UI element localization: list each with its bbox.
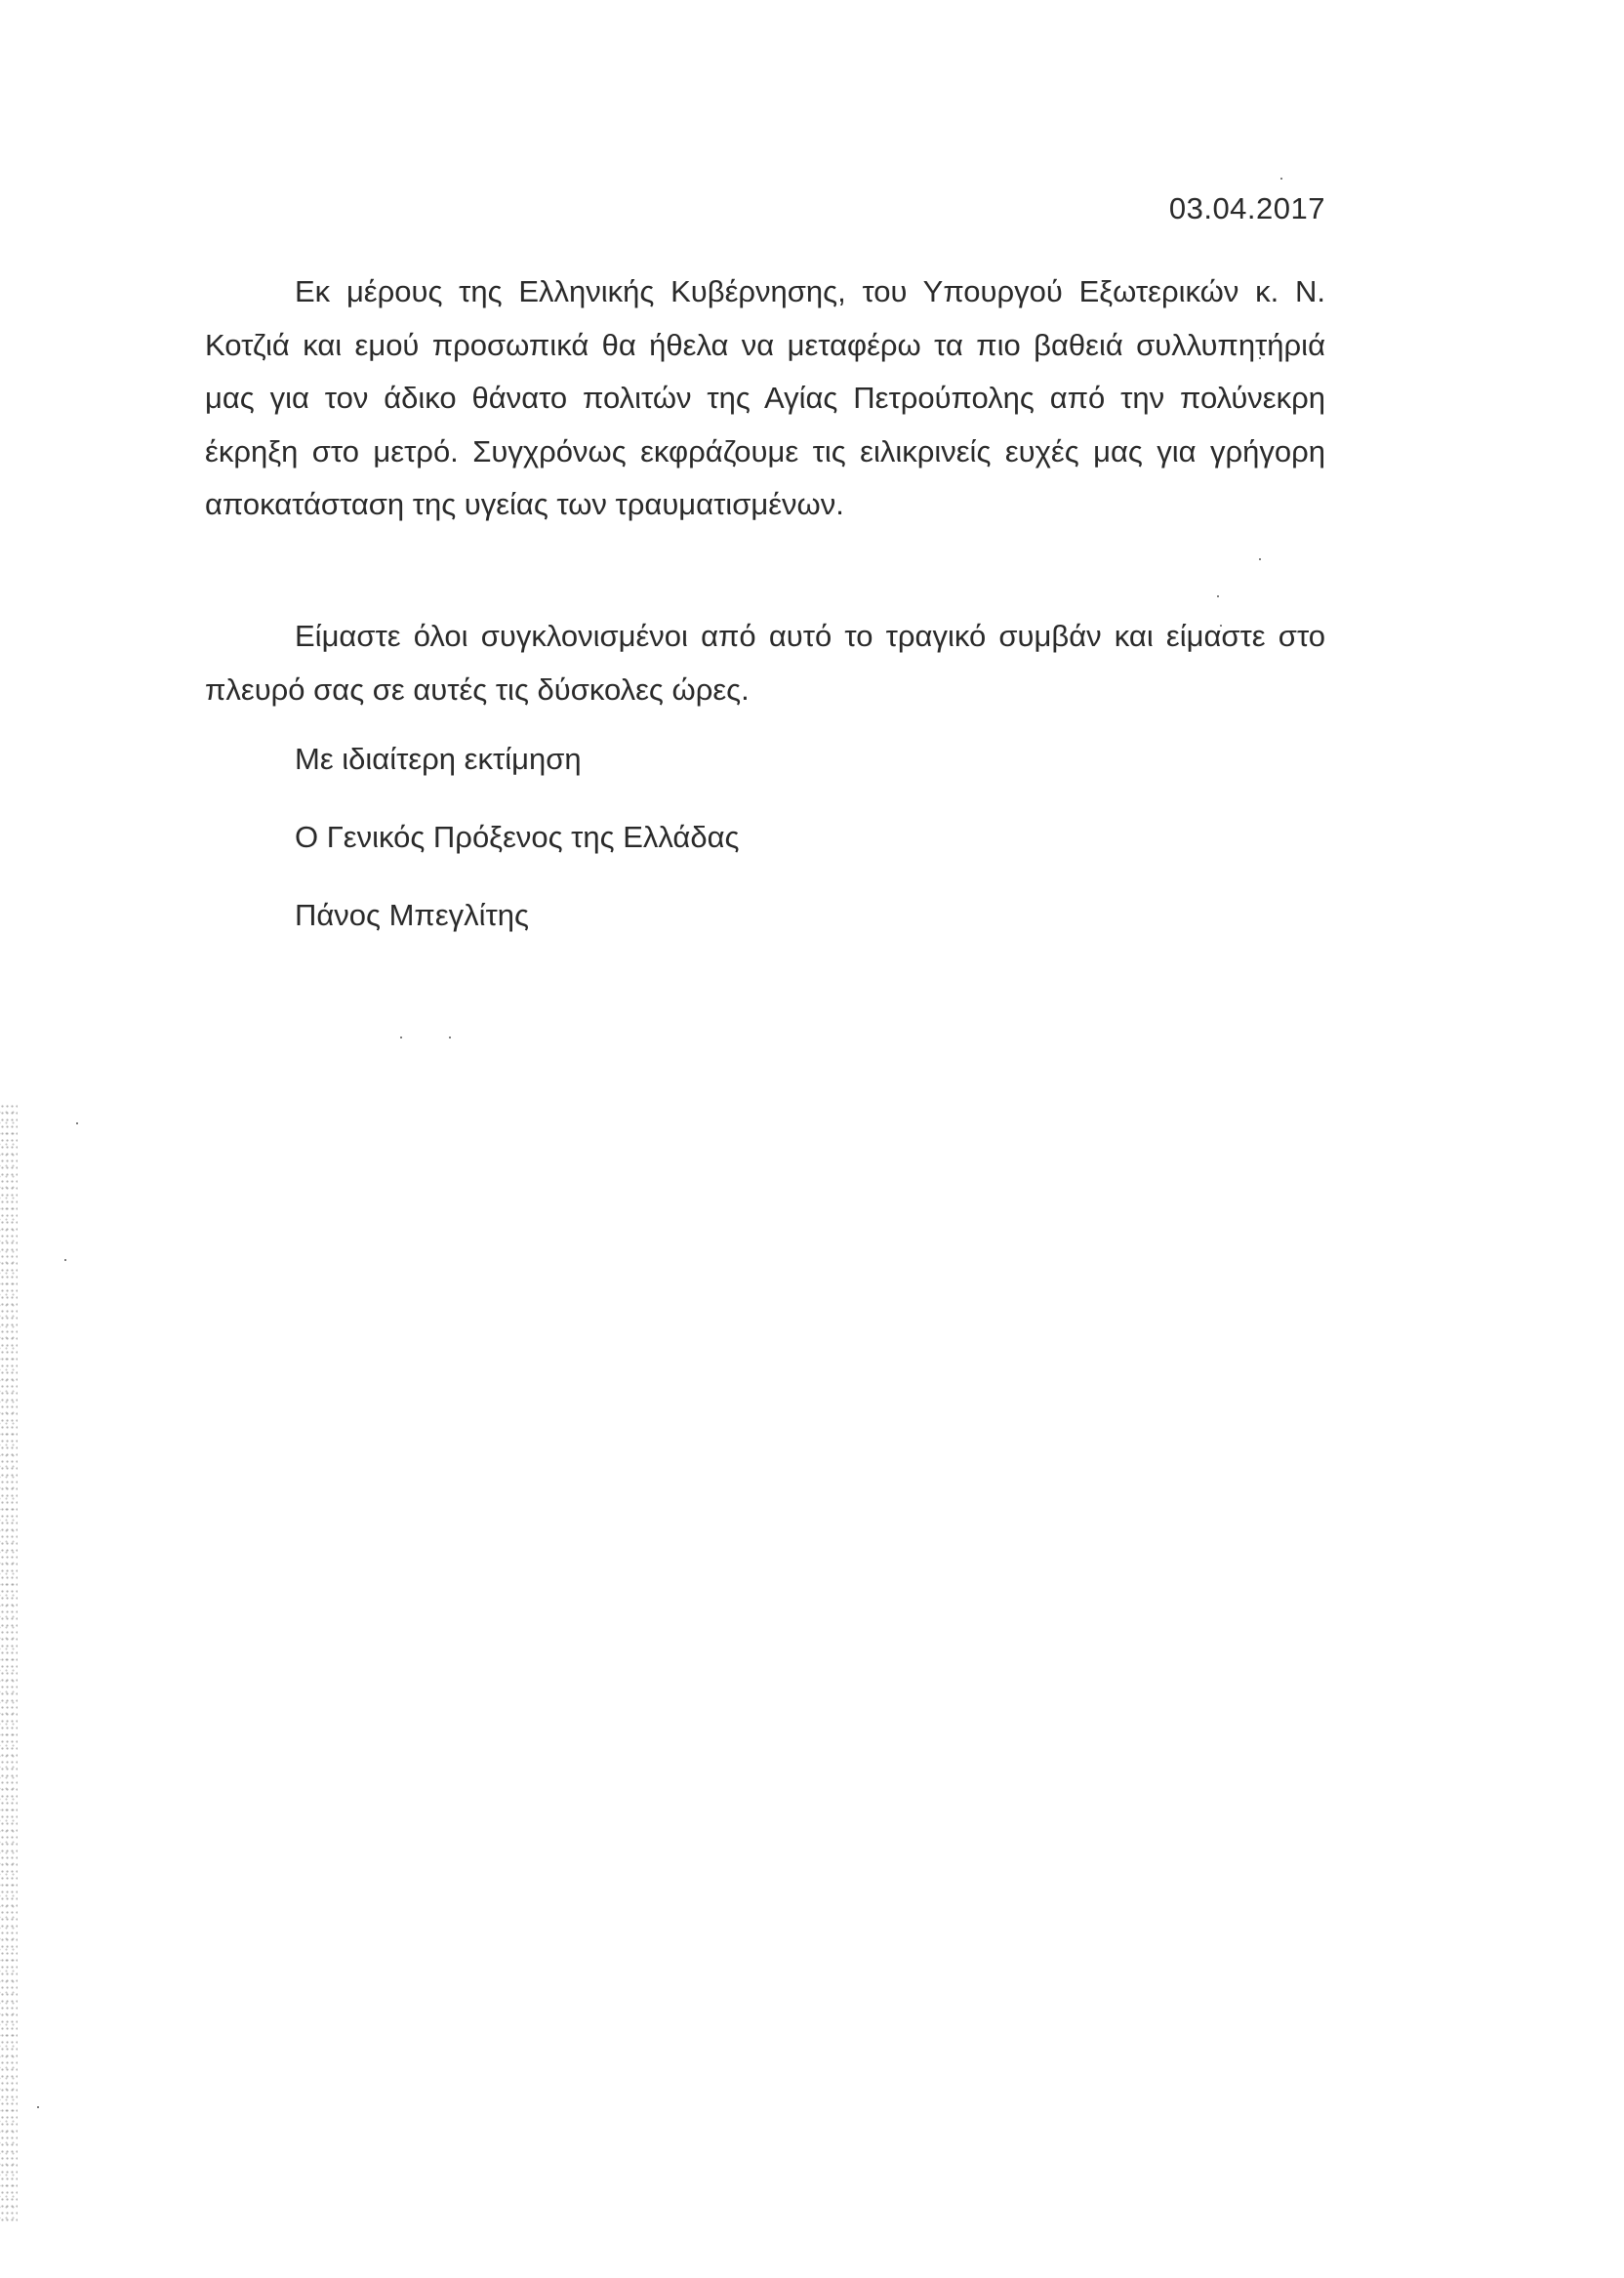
- scan-speck: [1259, 558, 1261, 560]
- scan-speck: [64, 1259, 66, 1261]
- scan-speck: [76, 1122, 78, 1124]
- scan-noise-edge: [0, 1103, 18, 2225]
- scan-speck: [1280, 178, 1282, 180]
- scan-speck: [1217, 595, 1219, 597]
- scan-speck: [400, 1037, 402, 1038]
- signatory-name: Πάνος Μπεγλίτης: [295, 898, 529, 932]
- closing-regards: Με ιδιαίτερη εκτίμηση: [295, 742, 582, 776]
- letter-date: 03.04.2017: [1168, 191, 1325, 225]
- scan-speck: [449, 1037, 451, 1038]
- body-paragraph-condolences: Εκ μέρους της Ελληνικής Κυβέρνησης, του Υπουργού Εξωτερικών κ. Ν. Κοτζιά και εμού προσωπικά θα ήθελα να μεταφέρω τα πιο βαθειά συλλυπητήριά μας για τον άδικο θάνατο πολιτών της Αγίας Πετρούπολης από την πολύνεκρη έκρηξη στο μετρό. Συγχρόνως εκφράζουμε τις ειλικρινείς ευχές μας για γρήγορη αποκατάσταση της υγείας των τραυματισμένων.: [205, 274, 1325, 521]
- scan-speck: [37, 2106, 39, 2108]
- signatory-title: Ο Γενικός Πρόξενος της Ελλάδας: [295, 820, 740, 854]
- body-paragraph-solidarity: Είμαστε όλοι συγκλονισμένοι από αυτό το τραγικό συμβάν και είμαστε στο πλευρό σας σε αυτές τις δύσκολες ώρες.: [205, 619, 1325, 707]
